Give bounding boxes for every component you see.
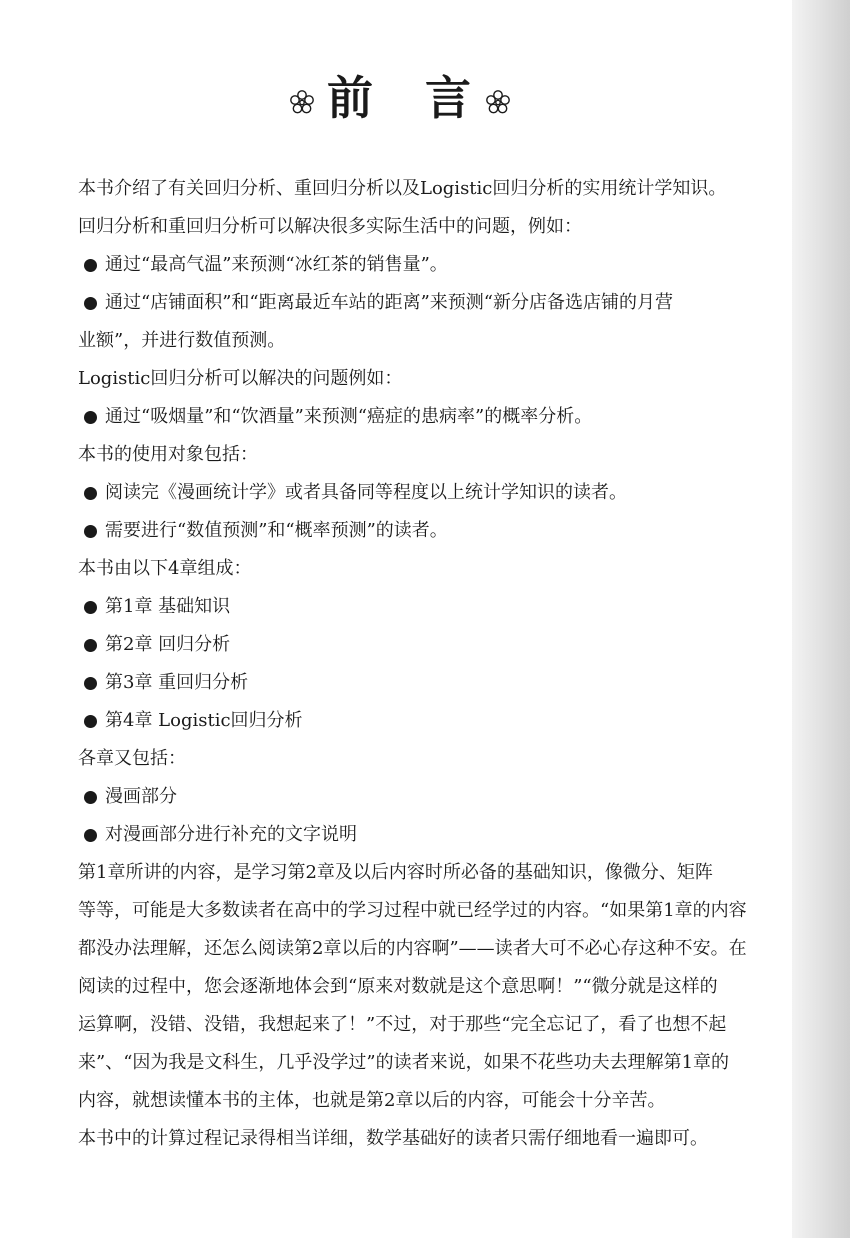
continuation-line bbox=[78, 322, 768, 360]
line-text: 本书由以下4章组成： bbox=[78, 558, 252, 579]
page-edge-shadow bbox=[792, 0, 850, 1238]
bullet-dot-icon bbox=[84, 297, 97, 310]
line-text: 来”、“因为我是文科生，几乎没学过”的读者来说，如果不花些功夫去理解第1章的 bbox=[78, 1052, 730, 1073]
paragraph-line bbox=[78, 170, 768, 208]
paragraph-line bbox=[78, 854, 768, 892]
line-text: 通过“店铺面积”和“距离最近车站的距离”来预测“新分店备选店铺的月营 bbox=[105, 292, 674, 313]
bullet-dot-icon bbox=[84, 639, 97, 652]
continuation-line bbox=[78, 892, 768, 930]
line-text: 等等，可能是大多数读者在高中的学习过程中就已经学过的内容。“如果第1章的内容 bbox=[78, 900, 747, 921]
page-title bbox=[0, 68, 800, 128]
line-text: 本书中的计算过程记录得相当详细，数学基础好的读者只需仔细地看一遍即可。 bbox=[78, 1128, 708, 1149]
paragraph-line bbox=[78, 550, 768, 588]
bullet-dot-icon bbox=[84, 715, 97, 728]
continuation-line bbox=[78, 1044, 768, 1082]
bullet-dot-icon bbox=[84, 829, 97, 842]
line-text: 第3章 重回归分析 bbox=[105, 672, 249, 693]
bullet-item bbox=[78, 816, 768, 854]
bullet-item bbox=[78, 588, 768, 626]
line-text: 运算啊，没错、没错，我想起来了！”不过，对于那些“完全忘记了，看了也想不起 bbox=[78, 1014, 727, 1035]
bullet-dot-icon bbox=[84, 791, 97, 804]
flower-ornament-icon bbox=[485, 89, 511, 115]
bullet-item bbox=[78, 664, 768, 702]
flower-ornament-icon bbox=[289, 89, 315, 115]
line-text: 都没办法理解，还怎么阅读第2章以后的内容啊”——读者大可不必心存这种不安。在 bbox=[78, 938, 747, 959]
bullet-item bbox=[78, 702, 768, 740]
line-text: 第1章 基础知识 bbox=[105, 596, 231, 617]
continuation-line bbox=[78, 1006, 768, 1044]
bullet-dot-icon bbox=[84, 259, 97, 272]
line-text: 第2章 回归分析 bbox=[105, 634, 231, 655]
bullet-item bbox=[78, 474, 768, 512]
continuation-line bbox=[78, 930, 768, 968]
bullet-dot-icon bbox=[84, 487, 97, 500]
line-text: 通过“最高气温”来预测“冰红茶的销售量”。 bbox=[105, 254, 448, 275]
bullet-dot-icon bbox=[84, 411, 97, 424]
line-text: 本书介绍了有关回归分析、重回归分析以及Logistic回归分析的实用统计学知识。 bbox=[78, 178, 727, 199]
line-text: 回归分析和重回归分析可以解决很多实际生活中的问题，例如： bbox=[78, 216, 582, 237]
paragraph-line bbox=[78, 1120, 768, 1158]
line-text: 通过“吸烟量”和“饮酒量”来预测“癌症的患病率”的概率分析。 bbox=[105, 406, 593, 427]
title-char-left: 前 bbox=[327, 71, 375, 125]
bullet-dot-icon bbox=[84, 677, 97, 690]
bullet-item bbox=[78, 512, 768, 550]
continuation-line bbox=[78, 1082, 768, 1120]
continuation-line bbox=[78, 968, 768, 1006]
body-text bbox=[78, 170, 768, 1158]
paragraph-line bbox=[78, 360, 768, 398]
line-text: 第4章 Logistic回归分析 bbox=[105, 710, 303, 731]
bullet-item bbox=[78, 398, 768, 436]
bullet-dot-icon bbox=[84, 525, 97, 538]
line-text: Logistic回归分析可以解决的问题例如： bbox=[78, 368, 403, 389]
bullet-item bbox=[78, 626, 768, 664]
line-text: 内容，就想读懂本书的主体，也就是第2章以后的内容，可能会十分辛苦。 bbox=[78, 1090, 666, 1111]
bullet-item bbox=[78, 246, 768, 284]
line-text: 阅读的过程中，您会逐渐地体会到“原来对数就是这个意思啊！”“微分就是这样的 bbox=[78, 976, 718, 997]
bullet-item bbox=[78, 778, 768, 816]
line-text: 本书的使用对象包括： bbox=[78, 444, 258, 465]
paragraph-line bbox=[78, 740, 768, 778]
line-text: 阅读完《漫画统计学》或者具备同等程度以上统计学知识的读者。 bbox=[105, 482, 627, 503]
title-char-right: 言 bbox=[425, 71, 473, 125]
line-text: 各章又包括： bbox=[78, 748, 186, 769]
line-text: 需要进行“数值预测”和“概率预测”的读者。 bbox=[105, 520, 448, 541]
bullet-dot-icon bbox=[84, 601, 97, 614]
line-text: 漫画部分 bbox=[105, 786, 177, 807]
paragraph-line bbox=[78, 436, 768, 474]
line-text: 第1章所讲的内容，是学习第2章及以后内容时所必备的基础知识，像微分、矩阵 bbox=[78, 862, 713, 883]
bullet-item bbox=[78, 284, 768, 322]
paragraph-line bbox=[78, 208, 768, 246]
line-text: 对漫画部分进行补充的文字说明 bbox=[105, 824, 357, 845]
line-text: 业额”，并进行数值预测。 bbox=[78, 330, 286, 351]
